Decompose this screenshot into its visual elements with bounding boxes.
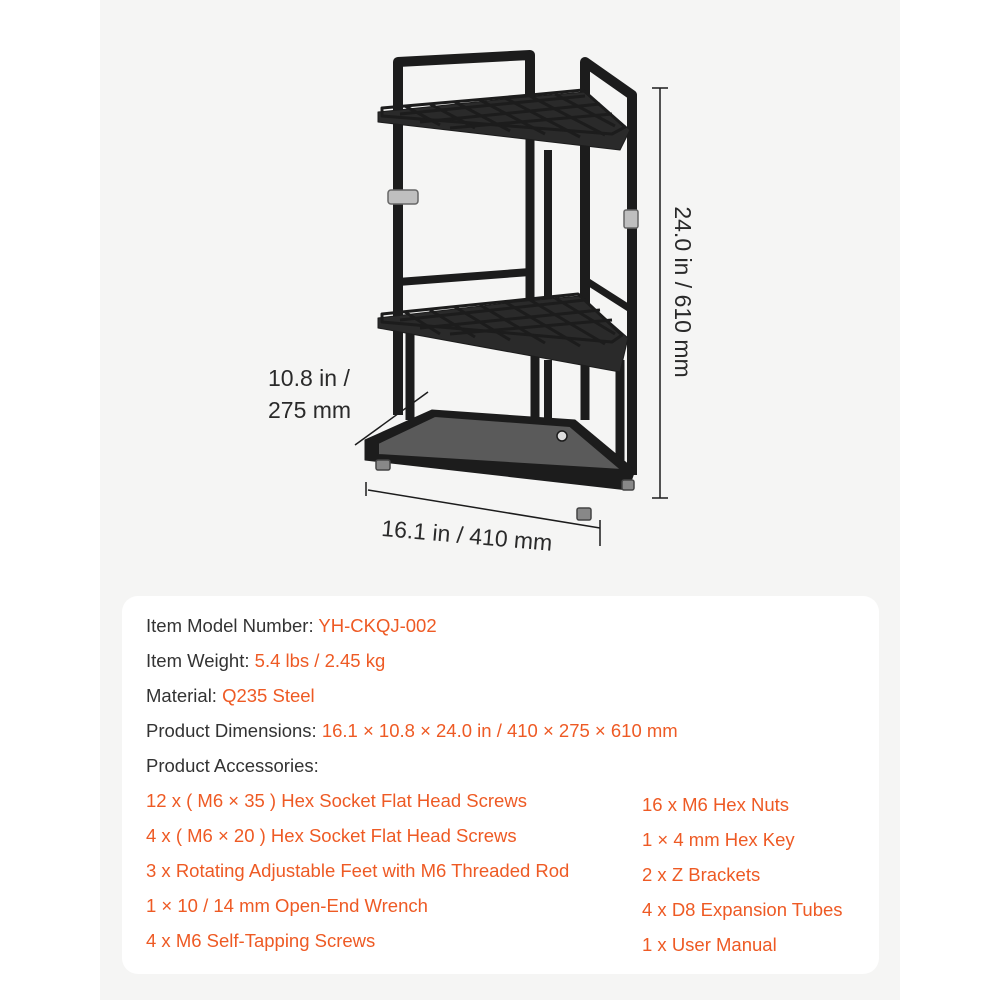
- model-number-label: Item Model Number:: [146, 615, 314, 636]
- bottom-mesh-shelf: [365, 410, 635, 490]
- accessory-item: 4 x D8 Expansion Tubes: [642, 899, 843, 920]
- depth-dimension-label: [268, 362, 351, 426]
- accessories-heading: Product Accessories:: [146, 755, 319, 776]
- model-number-row: [146, 613, 437, 639]
- accessory-item: 16 x M6 Hex Nuts: [642, 794, 790, 815]
- material-value: Q235 Steel: [222, 685, 315, 706]
- material-row: [146, 683, 315, 709]
- weight-row: [146, 648, 385, 674]
- accessory-item: 1 × 4 mm Hex Key: [642, 829, 795, 850]
- weight-label: Item Weight:: [146, 650, 250, 671]
- middle-shelf: [378, 294, 628, 372]
- accessory-item: 2 x Z Brackets: [642, 864, 761, 885]
- z-brackets: [388, 190, 638, 228]
- accessory-item: 1 × 10 / 14 mm Open-End Wrench: [146, 895, 428, 916]
- dimensions-row: [146, 718, 678, 744]
- accessory-item: 1 x User Manual: [642, 934, 777, 955]
- accessory-item: 4 x M6 Self-Tapping Screws: [146, 930, 376, 951]
- accessory-item: 4 x ( M6 × 20 ) Hex Socket Flat Head Screws: [146, 825, 517, 846]
- dimensions-label: Product Dimensions:: [146, 720, 317, 741]
- material-label: Material:: [146, 685, 217, 706]
- weight-value: 5.4 lbs / 2.45 kg: [254, 650, 386, 671]
- depth-line-2: 275 mm: [268, 397, 352, 423]
- accessory-item: 3 x Rotating Adjustable Feet with M6 Threaded Rod: [146, 860, 570, 881]
- accessory-item: 12 x ( M6 × 35 ) Hex Socket Flat Head Screws: [146, 790, 527, 811]
- top-shelf: [378, 90, 630, 150]
- model-number-value: YH-CKQJ-002: [318, 615, 437, 636]
- dimensions-value: 16.1 × 10.8 × 24.0 in / 410 × 275 × 610 mm: [321, 720, 678, 741]
- height-dimension-label: 24.0 in / 610 mm: [670, 206, 696, 378]
- width-dimension-label: 16.1 in / 410 mm: [380, 514, 554, 556]
- depth-line-1: 10.8 in /: [268, 365, 350, 391]
